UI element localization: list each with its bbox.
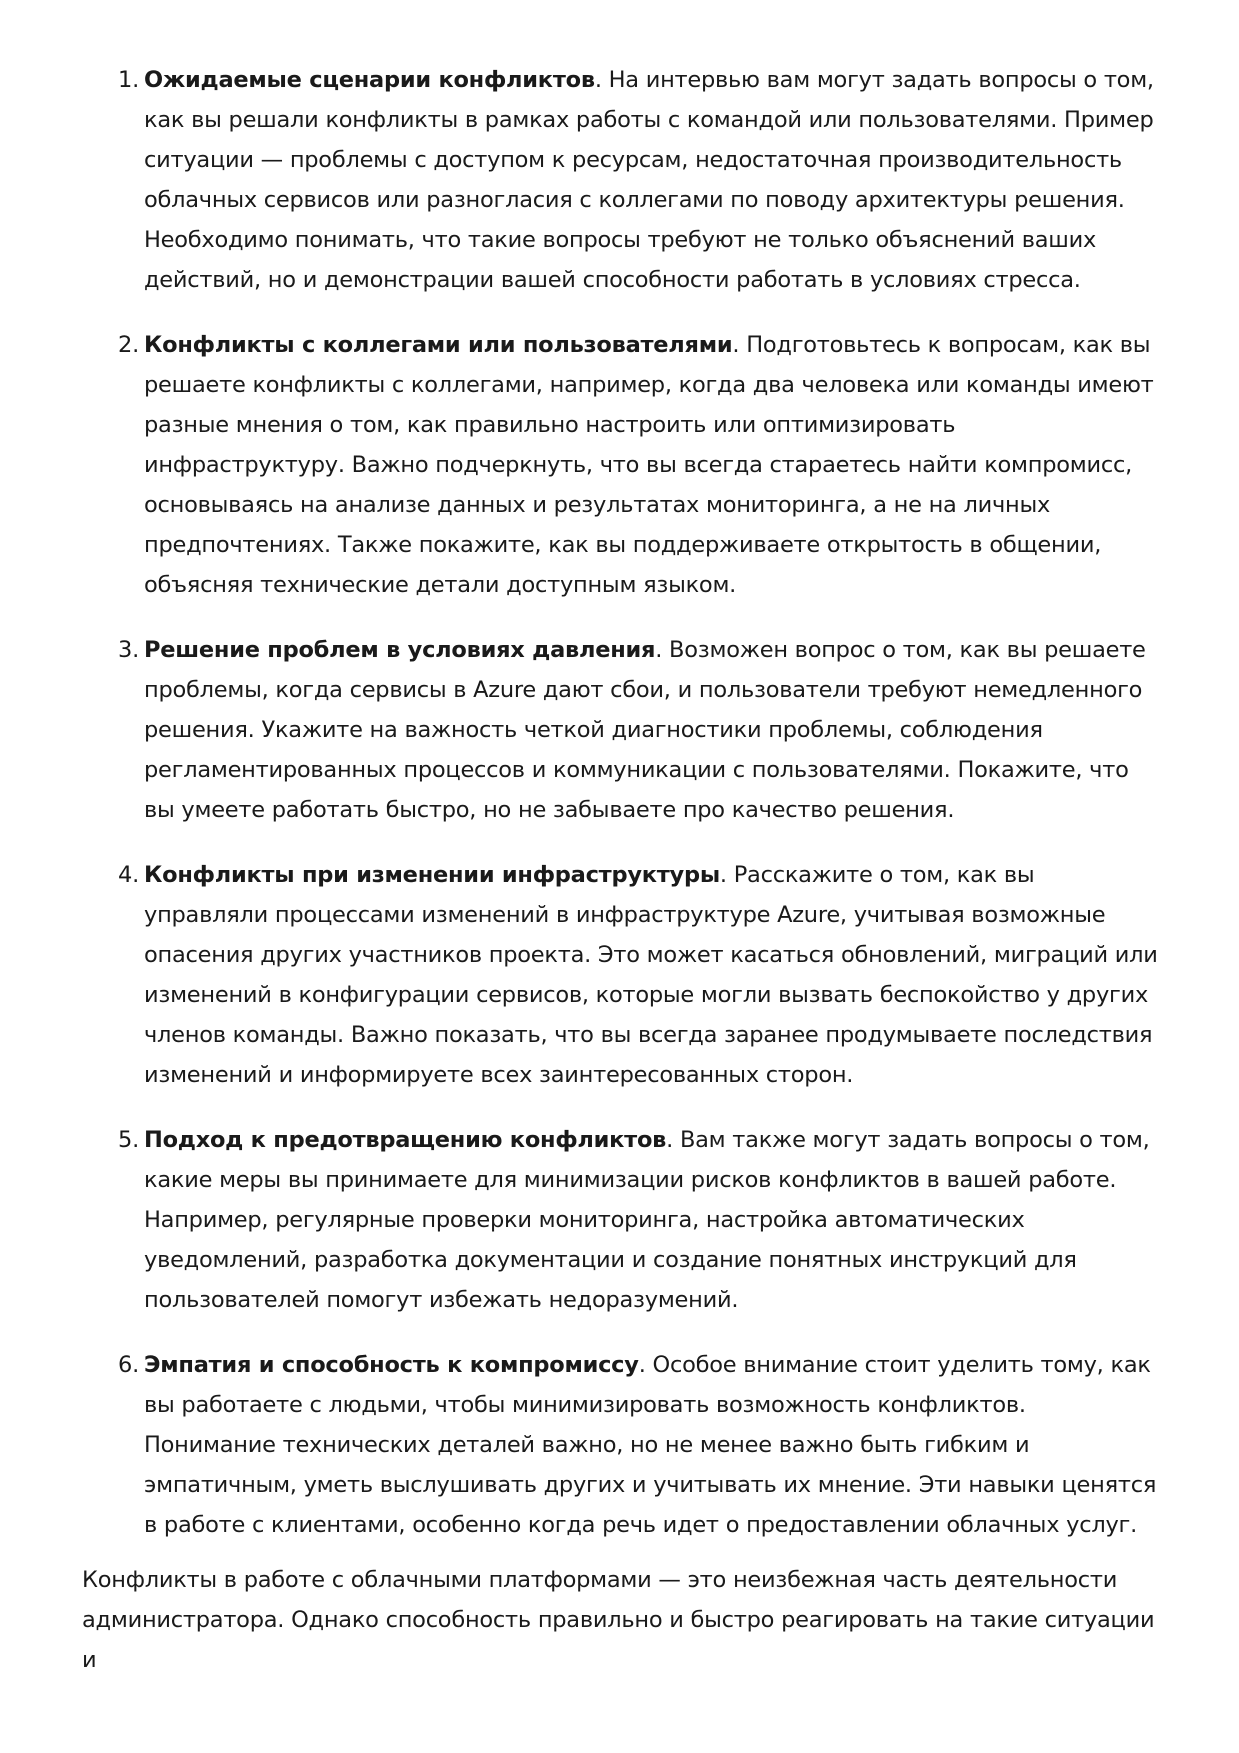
- list-number: 5.: [118, 1127, 139, 1153]
- list-number: 1.: [118, 67, 139, 93]
- list-item: [82, 1120, 1162, 1320]
- item-title: Эмпатия и способность к компромиссу: [144, 1352, 639, 1378]
- item-text: . Вам также могут задать вопросы о том, какие меры вы принимаете для минимизации рисков конфликтов в вашей работе. Например, регулярные проверки мониторинга, настройка автоматических уведомлений, разработка документации и создание понятных инструкций для пользователей помогут избежать недоразумений.: [144, 1127, 1150, 1313]
- item-title: Ожидаемые сценарии конфликтов: [144, 67, 595, 93]
- item-title: Решение проблем в условиях давления: [144, 637, 656, 663]
- list-item: [82, 630, 1162, 830]
- closing-paragraph: Конфликты в работе с облачными платформами — это неизбежная часть деятельности администратора. Однако способность правильно и быстро реагировать на такие ситуации и: [82, 1567, 1155, 1673]
- item-text: . Расскажите о том, как вы управляли процессами изменений в инфраструктуре Azure, учитывая возможные опасения других участников проекта. Это может касаться обновлений, миграций или изменений в конфигурации сервисов, которые могли вызвать беспокойство у других членов команды. Важно показать, что вы всегда заранее продумываете последствия изменений и информируете всех заинтересованных сторон.: [144, 862, 1158, 1088]
- list-number: 2.: [118, 332, 139, 358]
- item-text: . На интервью вам могут задать вопросы о том, как вы решали конфликты в рамках работы с командой или пользователями. Пример ситуации — проблемы с доступом к ресурсам, недостаточная производительность облачных сервисов или разногласия с коллегами по поводу архитектуры решения. Необходимо понимать, что такие вопросы требуют не только объяснений ваших действий, но и демонстрации вашей способности работать в условиях стресса.: [144, 67, 1154, 293]
- list-number: 6.: [118, 1352, 139, 1378]
- item-title: Подход к предотвращению конфликтов: [144, 1127, 667, 1153]
- item-text: . Подготовьтесь к вопросам, как вы решаете конфликты с коллегами, например, когда два человека или команды имеют разные мнения о том, как правильно настроить или оптимизировать инфраструктуру. Важно подчеркнуть, что вы всегда стараетесь найти компромисс, основываясь на анализе данных и результатах мониторинга, а не на личных предпочтениях. Также покажите, как вы поддерживаете открытость в общении, объясняя технические детали доступным языком.: [144, 332, 1154, 598]
- list-number: 4.: [118, 862, 139, 888]
- numbered-list: [82, 60, 1162, 1570]
- item-title: Конфликты при изменении инфраструктуры: [144, 862, 720, 888]
- list-number: 3.: [118, 637, 139, 663]
- list-item: [82, 1345, 1162, 1545]
- item-text: . Особое внимание стоит уделить тому, как вы работаете с людьми, чтобы минимизировать возможность конфликтов. Понимание технических деталей важно, но не менее важно быть гибким и эмпатичным, уметь выслушивать других и учитывать их мнение. Эти навыки ценятся в работе с клиентами, особенно когда речь идет о предоставлении облачных услуг.: [144, 1352, 1157, 1538]
- list-item: [82, 60, 1162, 300]
- list-item: [82, 325, 1162, 605]
- item-title: Конфликты с коллегами или пользователями: [144, 332, 733, 358]
- item-text: . Возможен вопрос о том, как вы решаете проблемы, когда сервисы в Azure дают сбои, и пользователи требуют немедленного решения. Укажите на важность четкой диагностики проблемы, соблюдения регламентированных процессов и коммуникации с пользователями. Покажите, что вы умеете работать быстро, но не забываете про качество решения.: [144, 637, 1146, 823]
- list-item: [82, 855, 1162, 1095]
